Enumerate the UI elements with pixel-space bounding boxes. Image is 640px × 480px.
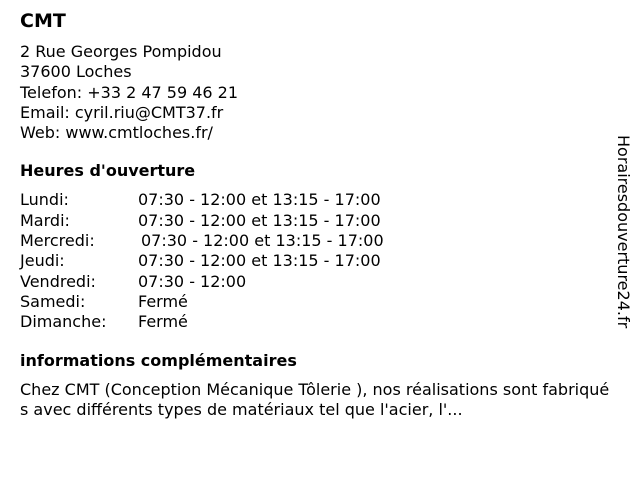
hours-row-vendredi: [20, 272, 610, 292]
web-line: Web: www.cmtloches.fr/: [20, 123, 213, 143]
business-card: [20, 8, 610, 421]
hours-row-lundi: [20, 190, 610, 210]
hours-table: [20, 190, 610, 332]
hours-day: Lundi:: [20, 190, 69, 210]
hours-day: Dimanche:: [20, 312, 107, 332]
hours-day: Vendredi:: [20, 271, 96, 291]
watermark-text: Horairesdouverture24.fr: [614, 135, 633, 329]
hours-day: Mardi:: [20, 210, 70, 230]
hours-row-jeudi: [20, 251, 610, 271]
hours-value: Fermé: [138, 291, 188, 311]
hours-day: Jeudi:: [20, 251, 65, 271]
hours-value: 07:30 - 12:00 et 13:15 - 17:00: [138, 251, 381, 271]
hours-value: 07:30 - 12:00 et 13:15 - 17:00: [141, 231, 384, 251]
address-line-1: 2 Rue Georges Pompidou: [20, 42, 222, 61]
phone-line: Telefon: +33 2 47 59 46 21: [20, 82, 239, 102]
hours-row-samedi: [20, 292, 610, 312]
hours-heading: Heures d'ouverture: [20, 161, 196, 181]
hours-row-mercredi: [20, 231, 610, 251]
hours-value: Fermé: [138, 312, 188, 332]
hours-row-dimanche: [20, 312, 610, 332]
info-heading: informations complémentaires: [20, 350, 297, 370]
hours-value: 07:30 - 12:00 et 13:15 - 17:00: [138, 190, 381, 210]
hours-value: 07:30 - 12:00 et 13:15 - 17:00: [138, 210, 381, 230]
business-name: CMT: [20, 10, 66, 32]
address-line-2: 37600 Loches: [20, 62, 132, 82]
hours-day: Mercredi:: [20, 231, 95, 251]
email-line: Email: cyril.riu@CMT37.fr: [20, 102, 224, 122]
hours-row-mardi: [20, 211, 610, 231]
info-text: Chez CMT (Conception Mécanique Tôlerie ), nos réalisations sont fabriqués avec différents types de matériaux tel que l'acier, l'...: [20, 379, 610, 420]
hours-value: 07:30 - 12:00: [138, 271, 247, 291]
hours-day: Samedi:: [20, 291, 86, 311]
